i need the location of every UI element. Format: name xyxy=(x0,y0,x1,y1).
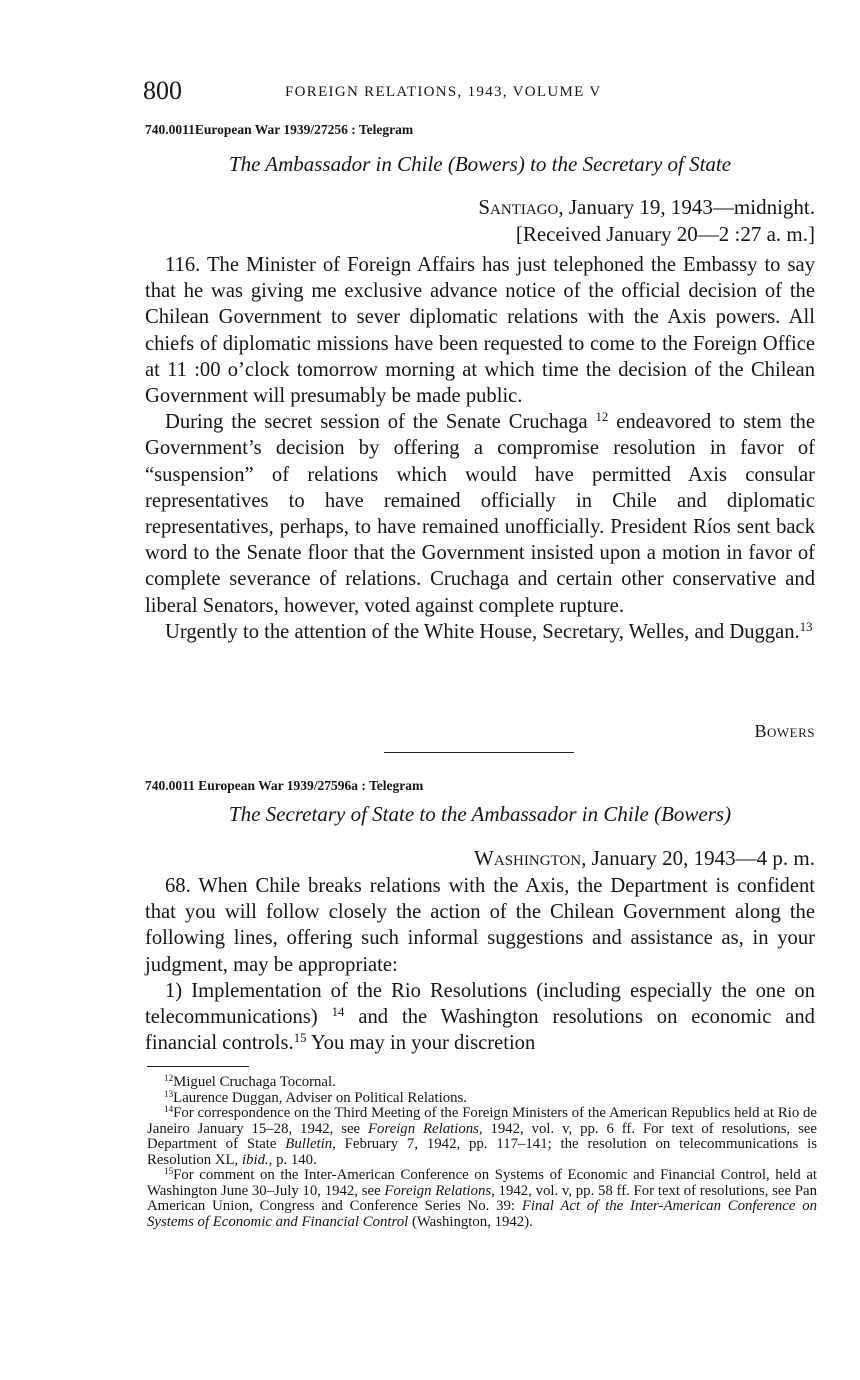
doc2-paragraph-2-middle: and the Washington resolutions on economic and financial controls. xyxy=(145,1006,815,1055)
running-head xyxy=(143,76,815,108)
doc2-paragraph-1: 68. When Chile breaks relations with the Axis, the Department is confident that you will follow closely the action of the Chilean Government along the following lines, offering such informal suggestions and assistance as, in your judgment, may be appropriate: xyxy=(145,875,815,976)
doc1-dateline xyxy=(478,194,815,220)
footnote-ref-13: 13 xyxy=(799,619,813,634)
doc2-body xyxy=(145,873,815,1056)
doc2-file-reference: 740.0011 European War 1939/27596a : Telegram xyxy=(145,778,424,793)
doc2-dateline xyxy=(474,845,815,871)
doc1-paragraph-2 xyxy=(145,409,815,619)
section-divider xyxy=(384,752,574,753)
footnote-ref-14: 14 xyxy=(331,1005,345,1019)
doc1-received: [Received January 20—2 :27 a. m.] xyxy=(515,222,815,246)
doc1-body xyxy=(145,252,815,645)
doc1-paragraph-1: 116. The Minister of Foreign Affairs has just telephoned the Embassy to say that he was giving me exclusive advance notice of the official decision of the Chilean Government to sever diplomatic relations with the Axis powers. All chiefs of diplomatic missions have been requested to come to the Foreign Office at 11 :00 o’clock tomorrow morning at which time the decision of the Chilean Government will presumably be made public. xyxy=(145,254,815,408)
doc1-paragraph-2-rest: endeavored to stem the Government’s decision by offering a compromise resolution in favor of “suspension” of relations which would have permitted Axis consular representatives to have remained officially in Chile and diplomatic representatives, perhaps, to have remained unofficially. President Ríos sent back word to the Senate floor that the Government insisted upon a motion in favor of complete severance of relations. Cruchaga and certain other conservative and liberal Senators, however, voted against complete rupture. xyxy=(145,411,815,617)
doc1-dateline-date: January 19, 1943—midnight. xyxy=(568,195,815,219)
footnote-14-part-a: For correspondence on the Third Meeting of the Foreign Ministers of the American Republics held at Rio de Janeiro January 15–28, 1942, see xyxy=(147,1105,817,1137)
footnote-13 xyxy=(147,1088,817,1107)
footnotes xyxy=(147,1072,817,1230)
doc1-paragraph-3 xyxy=(145,619,815,645)
running-title: FOREIGN RELATIONS, 1943, VOLUME V xyxy=(285,84,602,100)
footnote-15-title-2: Final Act of the Inter-American Conference on Systems of Economic and Financial Control xyxy=(147,1198,817,1230)
doc1-paragraph-2-start: During the secret session of the Senate Cruchaga xyxy=(165,411,588,434)
footnote-rule xyxy=(147,1066,249,1067)
footnote-14-part-e: , February 7, 1942, pp. 117–141; the resolution on telecommunications is Resolution XL, xyxy=(147,1136,817,1168)
doc1-file-reference: 740.0011European War 1939/27256 : Telegram xyxy=(145,122,414,137)
footnote-12-text: Miguel Cruchaga Tocornal. xyxy=(173,1074,336,1090)
footnote-ref-12: 12 xyxy=(595,410,609,425)
doc1-signature: Bowers xyxy=(754,721,815,741)
doc1-paragraph-3-text: Urgently to the attention of the White House, Secretary, Welles, and Duggan. xyxy=(165,620,800,643)
footnote-14-title-1: Foreign Relations xyxy=(367,1120,479,1137)
doc2-paragraph-2-end: You may in your discretion xyxy=(306,1032,536,1055)
footnote-ref-15: 15 xyxy=(293,1031,307,1046)
footnote-15-part-e: (Washington, 1942). xyxy=(408,1213,533,1230)
footnote-15-title-1: Foreign Relations xyxy=(384,1182,492,1199)
page-number: 800 xyxy=(143,76,182,105)
footnote-15-part-c: , 1942, vol. v, pp. 58 ff. For text of resolutions, see Pan American Union, Congress and Conference Series No. 39: xyxy=(147,1182,817,1214)
footnote-15-part-a: For comment on the Inter-American Conference on Systems of Economic and Financial Control, held at Washington June 30–July 10, 1942, see xyxy=(147,1167,817,1199)
footnote-13-text: Laurence Duggan, Adviser on Political Relations. xyxy=(173,1089,467,1106)
footnote-14-part-c: , 1942, vol. v, pp. 6 ff. For text of resolutions, see Department of State xyxy=(147,1120,817,1152)
footnote-12-mark: 12 xyxy=(164,1072,174,1083)
footnote-15 xyxy=(147,1165,817,1230)
footnote-12 xyxy=(147,1072,817,1091)
footnote-15-mark: 15 xyxy=(164,1165,174,1176)
footnote-14-title-2: Bulletin xyxy=(285,1136,333,1152)
footnote-14-ibid: ibid. xyxy=(241,1151,269,1168)
doc2-dateline-date: January 20, 1943—4 p. m. xyxy=(591,846,815,870)
doc2-paragraph-2-start: 1) Implementation of the Rio Resolutions (including especially the one on telecommunications) xyxy=(145,979,815,1029)
footnote-14-mark: 14 xyxy=(164,1103,174,1114)
doc1-heading: The Ambassador in Chile (Bowers) to the Secretary of State xyxy=(228,152,732,176)
footnote-13-mark: 13 xyxy=(164,1088,174,1099)
doc1-dateline-place: Santiago, xyxy=(478,195,564,219)
doc2-paragraph-2 xyxy=(145,978,815,1057)
doc2-dateline-place: Washington, xyxy=(474,846,587,870)
doc2-heading: The Secretary of State to the Ambassador in Chile (Bowers) xyxy=(228,802,732,826)
footnote-14 xyxy=(147,1103,817,1168)
footnote-14-part-g: , p. 140. xyxy=(268,1151,317,1168)
